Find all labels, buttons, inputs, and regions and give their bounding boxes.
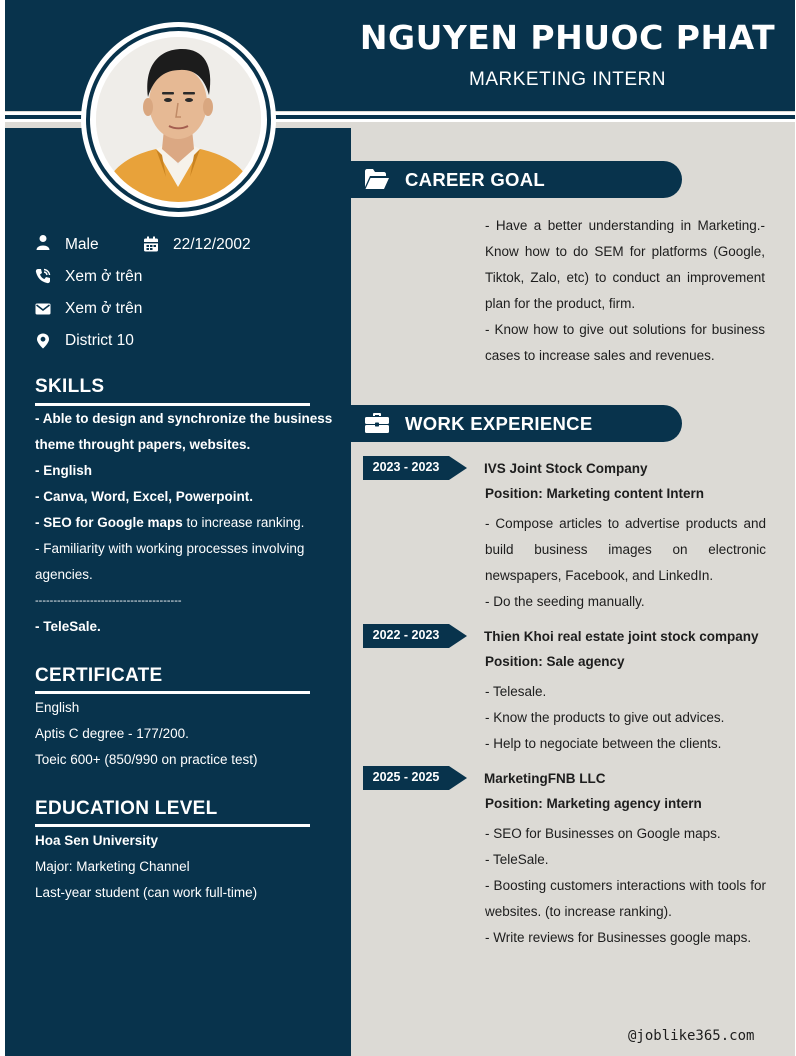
job-company: Thien Khoi real estate joint stock company (484, 629, 759, 644)
skill-line: - TeleSale. (35, 619, 101, 634)
job-company: IVS Joint Stock Company (484, 461, 648, 476)
calendar-icon (143, 236, 159, 252)
user-icon (35, 234, 51, 250)
gender-text: Male (65, 236, 99, 253)
job-bullet: - Write reviews for Businesses google maps. (485, 930, 752, 945)
job-position: Position: Marketing agency intern (485, 796, 702, 811)
skills-title: SKILLS (35, 376, 105, 397)
skill-line (35, 510, 335, 536)
phone-icon (35, 268, 51, 284)
birthday-text: 22/12/2002 (173, 236, 251, 253)
address-text: District 10 (65, 332, 134, 349)
job-entry (484, 628, 766, 757)
skill-seo-rest: to increase ranking. (182, 515, 305, 530)
skill-line: - Familiarity with working processes involving (35, 541, 305, 556)
job-company: MarketingFNB LLC (484, 771, 606, 786)
footer-handle: @joblike365.com (628, 1028, 755, 1044)
certificate-item: Toeic 600+ (850/990 on practice test) (35, 752, 258, 767)
education-school: Hoa Sen University (35, 833, 159, 848)
job-dates: 2025 - 2025 (372, 770, 440, 784)
career-goal-banner (351, 161, 682, 198)
education-title: EDUCATION LEVEL (35, 798, 218, 819)
work-experience-title: WORK EXPERIENCE (405, 413, 593, 434)
job-dates: 2022 - 2023 (372, 628, 440, 642)
certificate-item: Aptis C degree - 177/200. (35, 726, 189, 741)
career-goal-text (485, 213, 765, 369)
email-icon (35, 301, 51, 317)
email-text: Xem ở trên (65, 300, 143, 317)
work-experience-banner (351, 405, 682, 442)
job-date-badge (363, 456, 467, 480)
job-bullet: - Do the seeding manually. (485, 594, 645, 609)
job-bullet: - Compose articles to advertise products and build business images on electronic newspapers, Facebook, and LinkedIn. (485, 516, 766, 583)
career-goal-p1: - Have a better understanding in Marketing.- Know how to do SEM for platforms (Google, Tiktok, Zalo, etc) to conduct an improvement plan for the product, firm. (485, 218, 765, 311)
job-entry (484, 460, 766, 615)
job-bullet: - Help to negociate between the clients. (485, 736, 722, 751)
career-goal-p2: - Know how to give out solutions for business cases to increase sales and revenues. (485, 322, 765, 363)
phone-text: Xem ở trên (65, 268, 143, 285)
skill-divider: ---------------------------------------- (35, 595, 182, 607)
certificate-title: CERTIFICATE (35, 665, 163, 686)
profile-photo (96, 37, 261, 202)
job-entry (484, 770, 766, 951)
location-icon (35, 333, 51, 349)
certificate-item: English (35, 700, 80, 715)
person-portrait (96, 37, 261, 202)
cv-page (5, 0, 795, 1056)
job-bullet: - TeleSale. (485, 852, 549, 867)
briefcase-icon (364, 412, 390, 434)
sidebar (5, 128, 351, 1056)
job-dates: 2023 - 2023 (372, 460, 440, 474)
job-position: Position: Sale agency (485, 654, 625, 669)
job-bullet: - Boosting customers interactions with tools for websites. (to increase ranking). (485, 878, 766, 919)
education-major: Major: Marketing Channel (35, 859, 190, 874)
candidate-role: MARKETING INTERN (469, 69, 666, 90)
folder-open-icon (364, 168, 390, 190)
skill-line: - Able to design and synchronize the business (35, 411, 333, 426)
job-bullet: - Telesale. (485, 684, 547, 699)
skill-line: theme throught papers, websites. (35, 437, 251, 452)
education-status: Last-year student (can work full-time) (35, 885, 258, 900)
skill-seo-bold: - SEO for Google maps (35, 515, 183, 530)
education-rule (35, 824, 310, 827)
job-bullet: - Know the products to give out advices. (485, 710, 725, 725)
certificate-rule (35, 691, 310, 694)
career-goal-title: CAREER GOAL (405, 169, 545, 190)
candidate-name: NGUYEN PHUOC PHAT (359, 18, 776, 57)
job-bullet: - SEO for Businesses on Google maps. (485, 826, 721, 841)
skill-line: agencies. (35, 567, 93, 582)
job-position: Position: Marketing content Intern (485, 486, 705, 501)
skill-line: - Canva, Word, Excel, Powerpoint. (35, 489, 254, 504)
job-date-badge (363, 766, 467, 790)
skill-line: - English (35, 463, 92, 478)
job-date-badge (363, 624, 467, 648)
